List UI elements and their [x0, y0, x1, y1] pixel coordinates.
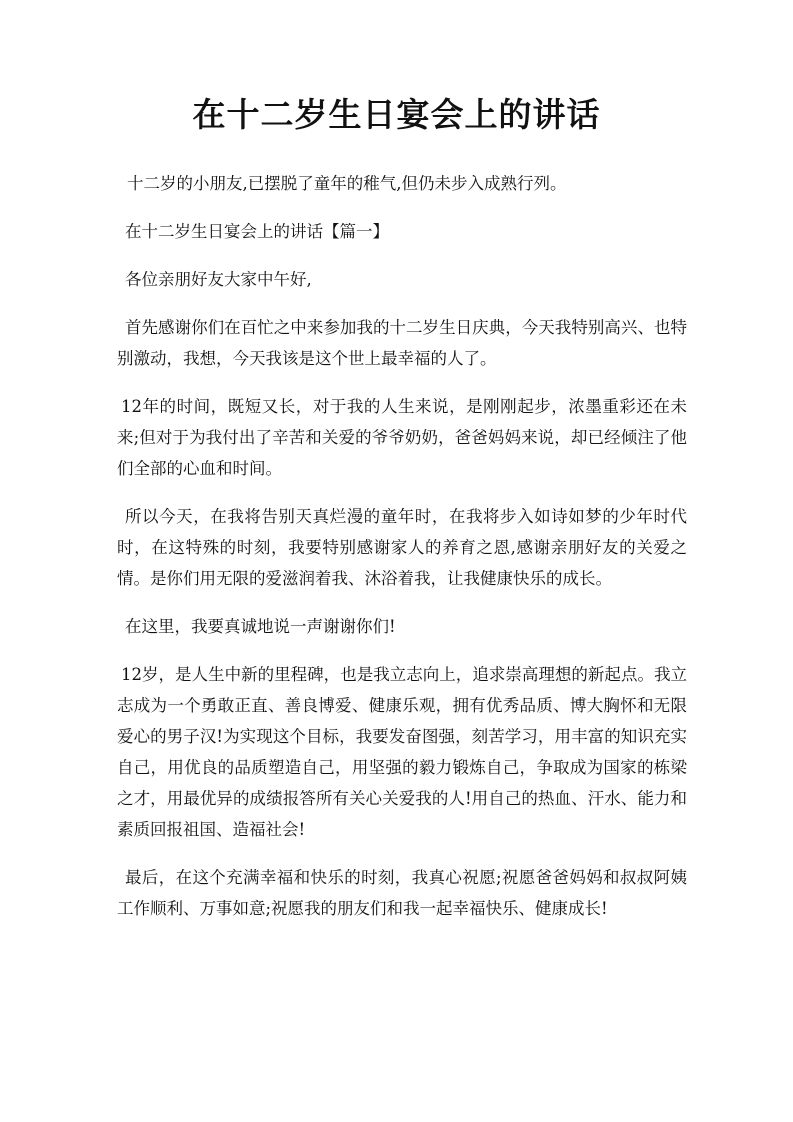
paragraph-closing-wishes: 最后，在这个充满幸福和快乐的时刻，我真心祝愿;祝愿爸爸妈妈和叔叔阿姨工作顺利、万事如意;祝愿我的朋友们和我一起幸福快乐、健康成长! [117, 868, 687, 918]
paragraph-gratitude: 所以今天，在我将告别天真烂漫的童年时，在我将步入如诗如梦的少年时代时，在这特殊的时刻，我要特别感谢家人的养育之恩,感谢亲朋好友的关爱之情。是你们用无限的爱滋润着我、沐浴着我，让我健康快乐的成长。 [117, 507, 687, 588]
paragraph-twelve-years: 12年的时间，既短又长，对于我的人生来说，是刚刚起步，浓墨重彩还在未来;但对于为我付出了辛苦和关爱的爷爷奶奶，爸爸妈妈来说，却已经倾注了他们全部的心血和时间。 [117, 397, 687, 478]
paragraph-intro: 十二岁的小朋友,已摆脱了童年的稚气,但仍未步入成熟行列。 [127, 174, 567, 193]
document-title: 在十二岁生日宴会上的讲话 [192, 95, 601, 134]
paragraph-thanks: 首先感谢你们在百忙之中来参加我的十二岁生日庆典，今天我特别高兴、也特别激动，我想，今天我该是这个世上最幸福的人了。 [117, 318, 687, 368]
paragraph-greeting: 各位亲朋好友大家中午好, [125, 270, 312, 289]
paragraph-thank-you: 在这里，我要真诚地说一声谢谢你们! [125, 617, 396, 636]
paragraph-subheading: 在十二岁生日宴会上的讲话【篇一】 [125, 222, 389, 241]
document-body [117, 168, 687, 941]
paragraph-aspiration: 12岁，是人生中新的里程碑，也是我立志向上，追求崇高理想的新起点。我立志成为一个勇敢正直、善良博爱、健康乐观，拥有优秀品质、博大胸怀和无限爱心的男子汉!为实现这个目标，我要发奋图强，刻苦学习，用丰富的知识充实自己，用优良的品质塑造自己，用坚强的毅力锻炼自己，争取成为国家的栋梁之才，用最优异的成绩报答所有关心关爱我的人!用自己的热血、汗水、能力和素质回报祖国、造福社会! [117, 665, 687, 839]
